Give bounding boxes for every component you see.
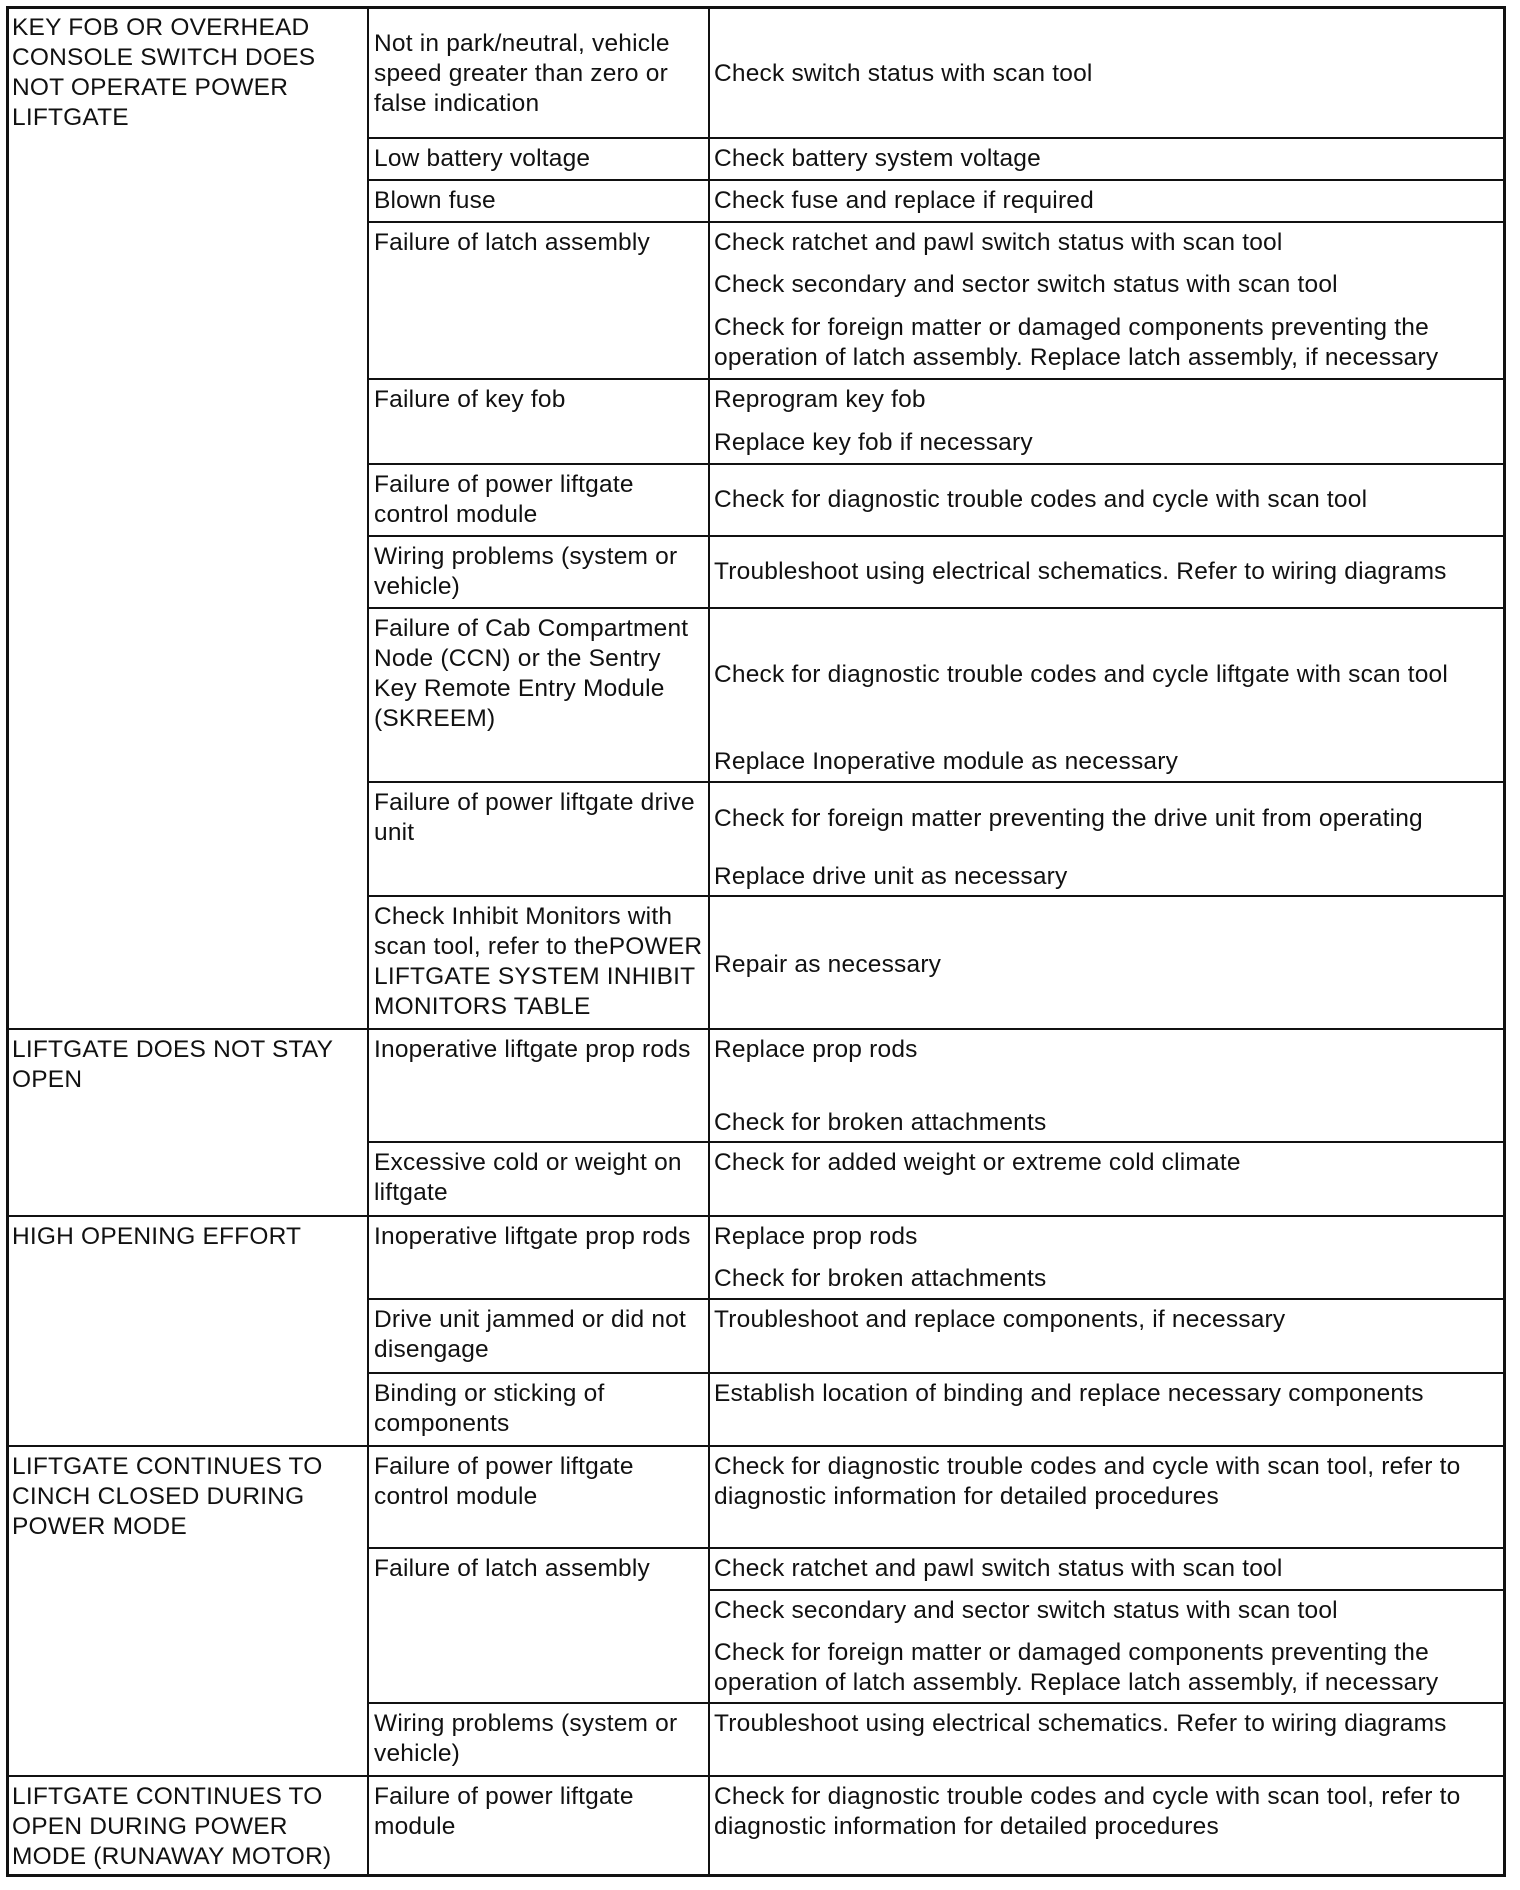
cause-cell: Inoperative liftgate prop rods	[374, 1036, 691, 1063]
row-divider	[6, 1028, 1506, 1030]
cause-cell: Failure of power liftgate control module	[374, 471, 634, 528]
cause-cell: Binding or sticking of components	[374, 1380, 605, 1437]
condition-cell: HIGH OPENING EFFORT	[12, 1223, 302, 1250]
row-divider	[6, 1215, 1506, 1217]
row-divider	[367, 895, 1506, 897]
correction-cell: Check secondary and sector switch status with scan tool	[714, 1597, 1338, 1624]
cause-cell: Failure of power liftgate control module	[374, 1453, 634, 1510]
correction-cell: Replace prop rods	[714, 1036, 918, 1063]
correction-cell: Replace Inoperative module as necessary	[714, 748, 1179, 775]
correction-cell: Repair as necessary	[714, 951, 942, 978]
cause-cell: Excessive cold or weight on liftgate	[374, 1149, 682, 1206]
column-divider	[367, 6, 369, 1877]
cause-cell: Low battery voltage	[374, 145, 591, 172]
row-divider	[367, 781, 1506, 783]
row-divider	[367, 1547, 1506, 1549]
row-divider	[367, 607, 1506, 609]
correction-cell: Check for foreign matter or damaged components preventing the operation of latch assembly. Replace latch assembly, if necessary	[714, 314, 1439, 371]
row-divider	[367, 1141, 1506, 1143]
row-divider	[708, 1589, 1506, 1591]
correction-cell: Check for broken attachments	[714, 1109, 1047, 1136]
correction-cell: Reprogram key fob	[714, 386, 926, 413]
correction-cell: Check for diagnostic trouble codes and cycle with scan tool, refer to diagnostic information for detailed procedures	[714, 1783, 1461, 1840]
correction-cell: Check for diagnostic trouble codes and cycle with scan tool	[714, 486, 1368, 513]
cause-cell: Failure of latch assembly	[374, 1555, 650, 1582]
cause-cell: Check Inhibit Monitors with scan tool, refer to thePOWER LIFTGATE SYSTEM INHIBIT MONITORS TABLE	[374, 903, 703, 1020]
correction-cell: Check ratchet and pawl switch status with scan tool	[714, 1555, 1283, 1582]
row-divider	[367, 378, 1506, 380]
cause-cell: Failure of key fob	[374, 386, 566, 413]
condition-cell: LIFTGATE CONTINUES TO OPEN DURING POWER MODE (RUNAWAY MOTOR)	[12, 1783, 332, 1870]
correction-cell: Replace key fob if necessary	[714, 429, 1033, 456]
row-divider	[6, 1775, 1506, 1777]
row-divider	[367, 1702, 1506, 1704]
correction-cell: Check secondary and sector switch status with scan tool	[714, 271, 1338, 298]
cause-cell: Failure of power liftgate module	[374, 1783, 634, 1840]
row-divider	[6, 1445, 1506, 1447]
correction-cell: Check for foreign matter preventing the drive unit from operating	[714, 805, 1423, 832]
correction-cell: Check for diagnostic trouble codes and cycle liftgate with scan tool	[714, 661, 1449, 688]
correction-cell: Replace prop rods	[714, 1223, 918, 1250]
correction-cell: Troubleshoot using electrical schematics. Refer to wiring diagrams	[714, 558, 1447, 585]
cause-cell: Not in park/neutral, vehicle speed greater than zero or false indication	[374, 30, 670, 117]
row-divider	[367, 463, 1506, 465]
cause-cell: Inoperative liftgate prop rods	[374, 1223, 691, 1250]
cause-cell: Failure of latch assembly	[374, 229, 650, 256]
condition-cell: LIFTGATE CONTINUES TO CINCH CLOSED DURING POWER MODE	[12, 1453, 323, 1540]
row-divider	[367, 137, 1506, 139]
correction-cell: Troubleshoot using electrical schematics. Refer to wiring diagrams	[714, 1710, 1447, 1737]
correction-cell: Check for diagnostic trouble codes and cycle with scan tool, refer to diagnostic information for detailed procedures	[714, 1453, 1461, 1510]
correction-cell: Check for added weight or extreme cold climate	[714, 1149, 1241, 1176]
cause-cell: Drive unit jammed or did not disengage	[374, 1306, 686, 1363]
cause-cell: Wiring problems (system or vehicle)	[374, 1710, 678, 1767]
condition-cell: LIFTGATE DOES NOT STAY OPEN	[12, 1036, 334, 1093]
row-divider	[367, 221, 1506, 223]
correction-cell: Check ratchet and pawl switch status with scan tool	[714, 229, 1283, 256]
correction-cell: Check fuse and replace if required	[714, 187, 1094, 214]
row-divider	[367, 535, 1506, 537]
correction-cell: Check switch status with scan tool	[714, 60, 1093, 87]
correction-cell: Check battery system voltage	[714, 145, 1041, 172]
cause-cell: Wiring problems (system or vehicle)	[374, 543, 678, 600]
condition-cell: KEY FOB OR OVERHEAD CONSOLE SWITCH DOES NOT OPERATE POWER LIFTGATE	[12, 14, 316, 131]
row-divider	[367, 1372, 1506, 1374]
correction-cell: Replace drive unit as necessary	[714, 863, 1068, 890]
row-divider	[367, 1298, 1506, 1300]
correction-cell: Check for broken attachments	[714, 1265, 1047, 1292]
correction-cell: Establish location of binding and replace necessary components	[714, 1380, 1424, 1407]
row-divider	[367, 179, 1506, 181]
correction-cell: Check for foreign matter or damaged components preventing the operation of latch assembly. Replace latch assembly, if necessary	[714, 1639, 1439, 1696]
cause-cell: Failure of Cab Compartment Node (CCN) or the Sentry Key Remote Entry Module (SKREEM)	[374, 615, 689, 732]
cause-cell: Failure of power liftgate drive unit	[374, 789, 695, 846]
cause-cell: Blown fuse	[374, 187, 496, 214]
correction-cell: Troubleshoot and replace components, if necessary	[714, 1306, 1286, 1333]
